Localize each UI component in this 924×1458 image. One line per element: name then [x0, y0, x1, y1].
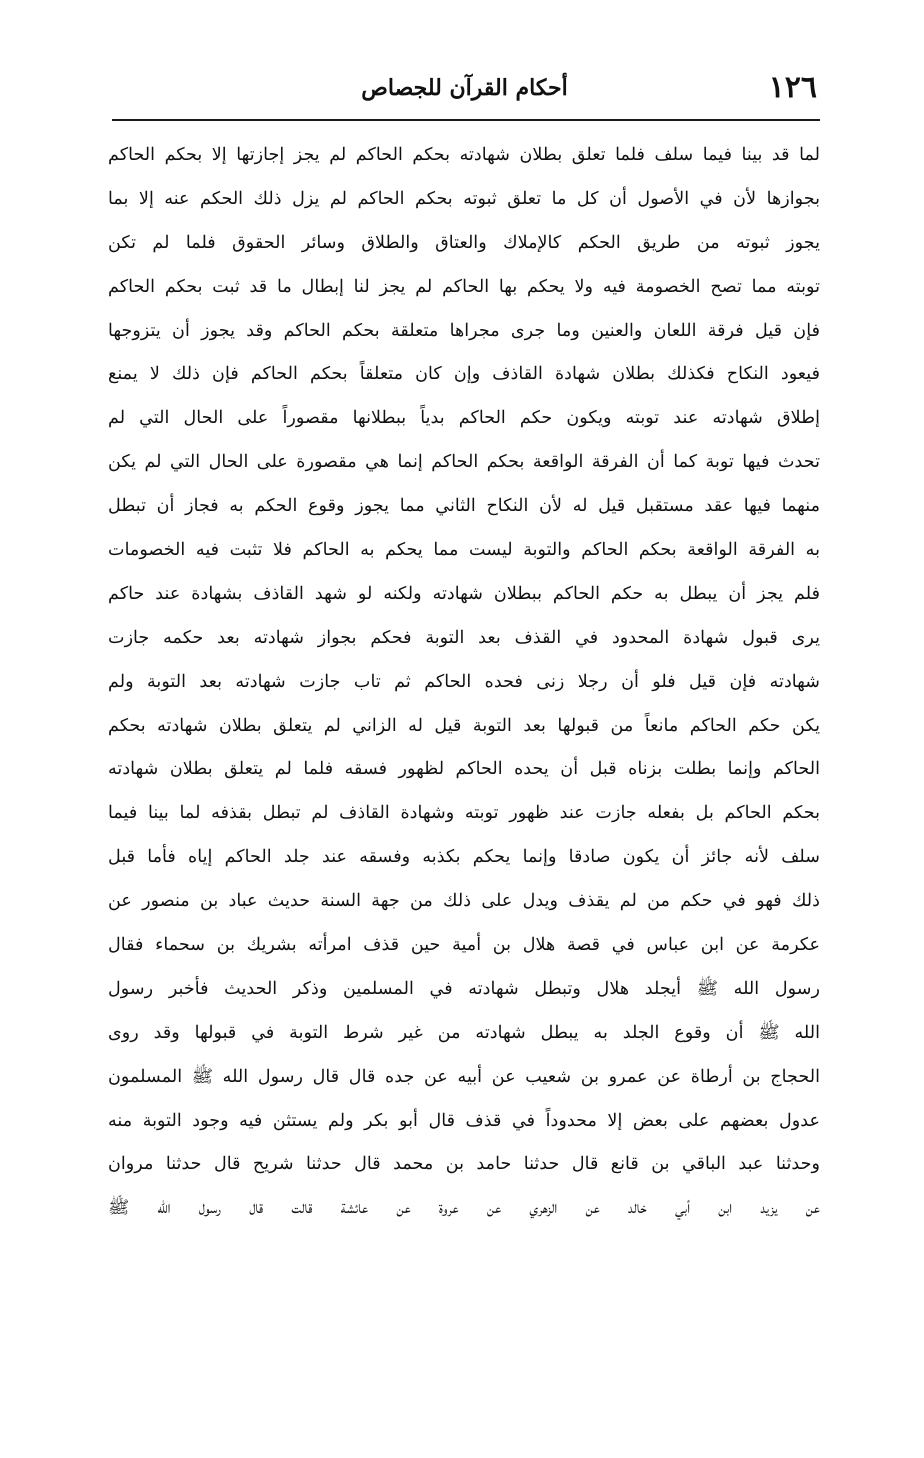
- text-line: يرى قبول شهادة المحدود في القذف بعد التوبة فحكم بجواز شهادته بعد حكمه جازت: [108, 627, 820, 648]
- text-line: فيعود النكاح فكذلك بطلان شهادة القاذف وإن كان متعلقاً بحكم الحاكم فإن ذلك لا يمنع: [108, 364, 820, 385]
- text-line: توبته مما تصح الخصومة فيه ولا يحكم بها الحاكم لم يجز لنا إبطال ما قد ثبت بحكم الحاكم: [108, 276, 820, 297]
- header-rule: [112, 119, 820, 121]
- text-line: منهما فيها عقد مستقبل قيل له لأن النكاح الثاني مما يجوز وقوع الحكم به فجاز أن تبطل: [108, 496, 820, 517]
- text-line: بجوازها لأن في الأصول أن كل ما تعلق ثبوته بحكم الحاكم لم يزل ذلك الحكم عنه إلا بما: [108, 188, 820, 209]
- text-line: الحاكم وإنما بطلت بزناه قبل أن يحده الحاكم لظهور فسقه فلما لم يتعلق بطلان شهادته: [108, 759, 820, 780]
- text-line: فإن قيل فرقة اللعان والعنين وما جرى مجراها متعلقة بحكم الحاكم وقد يجوز أن يتزوجها: [108, 320, 820, 341]
- page-header: [112, 66, 817, 110]
- text-line: لما قد بينا فيما سلف فلما تعلق بطلان شهادته بحكم الحاكم لم يجز إجازتها إلا بحكم الحاكم: [108, 145, 820, 165]
- text-line: عكرمة عن ابن عباس في قصة هلال بن أمية حين قذف امرأته بشريك بن سحماء فقال: [108, 935, 820, 956]
- text-line: به الفرقة الواقعة بحكم الحاكم والتوبة ليست مما يحكم به الحاكم فلا تثبت فيه الخصومات: [108, 540, 820, 561]
- text-line: سلف لأنه جائز أن يكون صادقا وإنما يحكم بكذبه وفسقه عند جلد الحاكم إياه فأما قبل: [108, 847, 820, 868]
- text-line: تحدث فيها توبة كما أن الفرقة الواقعة بحكم الحاكم إنما هي مقصورة على الحال التي لم يكن: [108, 452, 820, 473]
- running-title: أحكام القرآن للجصاص: [361, 75, 568, 101]
- body-text: [108, 134, 820, 1231]
- text-line: الحجاج بن أرطاة عن عمرو بن شعيب عن أبيه عن جده قال قال رسول الله ﷺ المسلمون: [108, 1066, 820, 1087]
- text-line: ذلك فهو في حكم من لم يقذف ويدل على ذلك من جهة السنة حديث عباد بن منصور عن: [108, 891, 820, 912]
- text-line: بحكم الحاكم بل بفعله جازت عند ظهور توبته وشهادة القاذف لم تبطل بقذفه لما بينا فيما: [108, 803, 820, 824]
- text-line: وحدثنا عبد الباقي بن قانع قال حدثنا حامد بن محمد قال حدثنا شريح قال حدثنا مروان: [108, 1154, 820, 1175]
- text-line: فلم يجز أن يبطل به حكم الحاكم ببطلان شهادته ولكنه لو شهد القاذف بشهادة عند حاكم: [108, 583, 820, 604]
- text-line: الله ﷺ أن وقوع الجلد به يبطل شهادته من غير شرط التوبة في قبولها وقد روى: [108, 1022, 820, 1043]
- page-number: ١٢٦: [768, 70, 817, 105]
- text-line: يكن حكم الحاكم مانعاً من قبولها بعد التوبة قيل له الزاني لم يتعلق بطلان شهادته بحكم: [108, 715, 820, 736]
- text-line: رسول الله ﷺ أيجلد هلال وتبطل شهادته في المسلمين وذكر الحديث فأخبر رسول: [108, 978, 820, 999]
- text-line: شهادته فإن قيل فلو أن رجلا زنى فحده الحاكم ثم تاب جازت شهادته بعد التوبة ولم: [108, 671, 820, 692]
- text-line: عدول بعضهم على بعض إلا محدوداً في قذف قال أبو بكر ولم يستثن فيه وجود التوبة منه: [108, 1110, 820, 1131]
- text-line: عن يزيد ابن أبي خالد عن الزهري عن عروة عن عائشة قالت قال رسول الله ﷺ: [108, 1198, 820, 1219]
- text-line: يجوز ثبوته من طريق الحكم كالإملاك والعتاق والطلاق وسائر الحقوق فلما لم تكن: [108, 232, 820, 253]
- text-line: إطلاق شهادته عند توبته ويكون حكم الحاكم بدياً ببطلانها مقصوراً على الحال التي لم: [108, 408, 820, 429]
